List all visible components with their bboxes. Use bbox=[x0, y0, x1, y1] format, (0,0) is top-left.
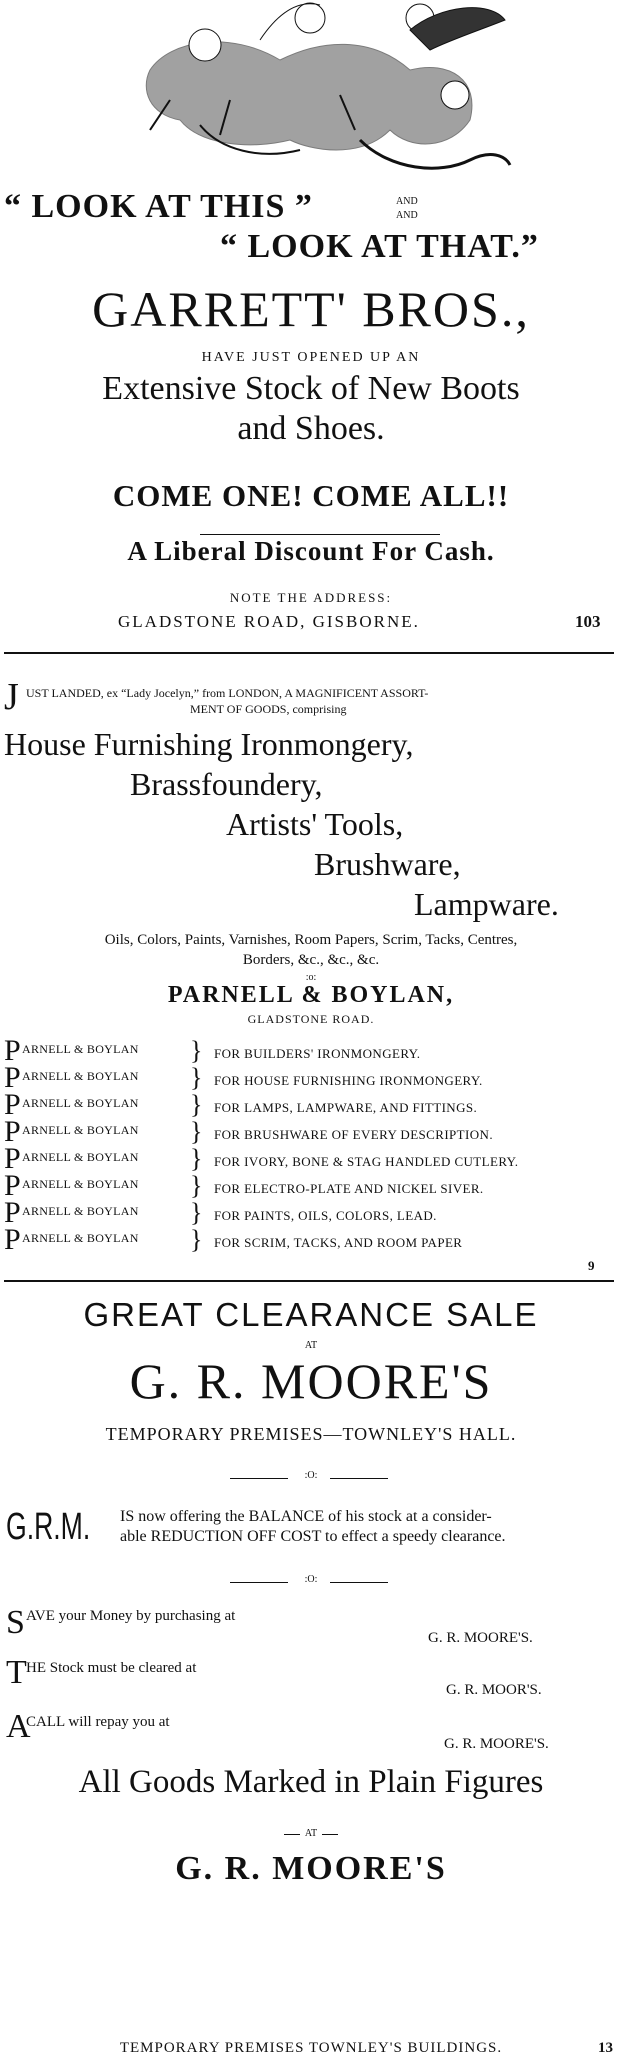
gladstone-road: GLADSTONE ROAD. bbox=[247, 1012, 375, 1026]
boots-shoes: and Shoes. bbox=[237, 410, 385, 447]
drop-cap-j: J bbox=[4, 676, 19, 718]
come-one-come-all: COME ONE! COME ALL!! bbox=[112, 478, 510, 513]
grm-offer-line2: able REDUCTION OFF COST to effect a speedy clearance. bbox=[120, 1528, 506, 1545]
just-landed-line1: UST LANDED, ex “Lady Jocelyn,” from LONDON, A MAGNIFICENT ASSORT- bbox=[26, 686, 429, 700]
misc-goods-line2: Borders, &c., &c., &c. bbox=[242, 952, 380, 968]
row-initial-p: P bbox=[4, 1196, 21, 1229]
row-brace: } bbox=[190, 1225, 203, 1254]
row-firm-name: ARNELL & BOYLAN bbox=[22, 1123, 139, 1137]
gladstone-address: GLADSTONE ROAD, GISBORNE. bbox=[118, 612, 420, 631]
ad-ref-number-3: 13 bbox=[598, 2040, 613, 2056]
look-at-this: “ LOOK AT THIS ” bbox=[4, 188, 313, 225]
and-label-bottom: AND bbox=[396, 210, 418, 221]
ad-ref-number-2: 9 bbox=[588, 1258, 595, 1273]
look-at-that: “ LOOK AT THAT.” bbox=[220, 228, 539, 265]
row-firm-name: ARNELL & BOYLAN bbox=[22, 1204, 139, 1218]
just-opened: HAVE JUST OPENED UP AN bbox=[201, 350, 421, 365]
just-landed-line2: MENT OF GOODS, comprising bbox=[190, 702, 347, 716]
row-description: FOR PAINTS, OILS, COLORS, LEAD. bbox=[214, 1208, 437, 1223]
row-brace: } bbox=[190, 1198, 203, 1227]
save-money-text: AVE your Money by purchasing at bbox=[26, 1608, 236, 1624]
row-firm-name: ARNELL & BOYLAN bbox=[22, 1042, 139, 1056]
item-lampware: Lampware. bbox=[414, 886, 559, 922]
drop-cap-a: A bbox=[6, 1708, 31, 1745]
row-initial-p: P bbox=[4, 1034, 21, 1067]
row-initial-p: P bbox=[4, 1223, 21, 1256]
note-address-label: NOTE THE ADDRESS: bbox=[229, 590, 393, 605]
call-repay-text: CALL will repay you at bbox=[26, 1714, 170, 1730]
cherubs-illustration bbox=[110, 0, 520, 190]
item-house-furnishing: House Furnishing Ironmongery, bbox=[4, 726, 414, 762]
row-firm-name: ARNELL & BOYLAN bbox=[22, 1177, 139, 1191]
moores-title: G. R. MOORE'S bbox=[129, 1353, 493, 1409]
row-initial-p: P bbox=[4, 1061, 21, 1094]
grm-initials: G.R.M. bbox=[6, 1506, 91, 1548]
row-initial-p: P bbox=[4, 1169, 21, 1202]
item-brassfoundery: Brassfoundery, bbox=[130, 766, 323, 802]
garrett-bros-title: GARRETT' BROS., bbox=[92, 281, 530, 337]
liberal-discount: A Liberal Discount For Cash. bbox=[127, 536, 495, 566]
separator-1: :o: bbox=[305, 972, 317, 983]
row-brace: } bbox=[190, 1171, 203, 1200]
row-brace: } bbox=[190, 1117, 203, 1146]
row-description: FOR LAMPS, LAMPWARE, AND FITTINGS. bbox=[214, 1100, 478, 1115]
stock-cleared-text: HE Stock must be cleared at bbox=[26, 1660, 197, 1676]
great-clearance-sale: GREAT CLEARANCE SALE bbox=[83, 1296, 539, 1333]
extensive-stock: Extensive Stock of New Boots bbox=[102, 370, 520, 407]
save-money-moores: G. R. MOORE'S. bbox=[428, 1630, 533, 1646]
at-label-1: AT bbox=[304, 1340, 318, 1351]
row-firm-name: ARNELL & BOYLAN bbox=[22, 1231, 139, 1245]
separator-2: :O: bbox=[304, 1470, 318, 1481]
drop-cap-s: S bbox=[6, 1604, 25, 1641]
parnell-boylan-title: PARNELL & BOYLAN, bbox=[167, 982, 455, 1008]
row-initial-p: P bbox=[4, 1088, 21, 1121]
drop-cap-t: T bbox=[6, 1654, 27, 1691]
row-firm-name: ARNELL & BOYLAN bbox=[22, 1069, 139, 1083]
item-brushware: Brushware, bbox=[314, 846, 461, 882]
plain-figures: All Goods Marked in Plain Figures bbox=[78, 1764, 544, 1800]
ad-ref-number: 103 bbox=[575, 612, 601, 631]
row-description: FOR IVORY, BONE & STAG HANDLED CUTLERY. bbox=[214, 1154, 519, 1169]
temporary-premises: TEMPORARY PREMISES—TOWNLEY'S HALL. bbox=[105, 1424, 517, 1444]
separator-3: :O: bbox=[304, 1574, 318, 1585]
grm-offer-line1: IS now offering the BALANCE of his stock at a consider- bbox=[120, 1508, 492, 1525]
row-description: FOR BRUSHWARE OF EVERY DESCRIPTION. bbox=[214, 1127, 493, 1142]
row-description: FOR BUILDERS' IRONMONGERY. bbox=[214, 1046, 421, 1061]
row-initial-p: P bbox=[4, 1142, 21, 1175]
row-brace: } bbox=[190, 1063, 203, 1092]
moores-title-2: G. R. MOORE'S bbox=[175, 1850, 447, 1887]
row-description: FOR SCRIM, TACKS, AND ROOM PAPER bbox=[214, 1235, 463, 1250]
row-brace: } bbox=[190, 1090, 203, 1119]
temporary-premises-2: TEMPORARY PREMISES TOWNLEY'S BUILDINGS. bbox=[119, 2040, 503, 2056]
misc-goods-line1: Oils, Colors, Paints, Varnishes, Room Papers, Scrim, Tacks, Centres, bbox=[104, 932, 518, 948]
and-label-top: AND bbox=[396, 196, 418, 207]
row-brace: } bbox=[190, 1144, 203, 1173]
row-firm-name: ARNELL & BOYLAN bbox=[22, 1096, 139, 1110]
stock-cleared-moores: G. R. MOOR'S. bbox=[446, 1682, 542, 1698]
at-label-2: AT bbox=[304, 1828, 318, 1839]
call-repay-moores: G. R. MOORE'S. bbox=[444, 1736, 549, 1752]
row-description: FOR ELECTRO-PLATE AND NICKEL SIVER. bbox=[214, 1181, 484, 1196]
row-initial-p: P bbox=[4, 1115, 21, 1148]
row-brace: } bbox=[190, 1036, 203, 1065]
item-artists-tools: Artists' Tools, bbox=[226, 806, 404, 842]
row-firm-name: ARNELL & BOYLAN bbox=[22, 1150, 139, 1164]
row-description: FOR HOUSE FURNISHING IRONMONGERY. bbox=[214, 1073, 483, 1088]
